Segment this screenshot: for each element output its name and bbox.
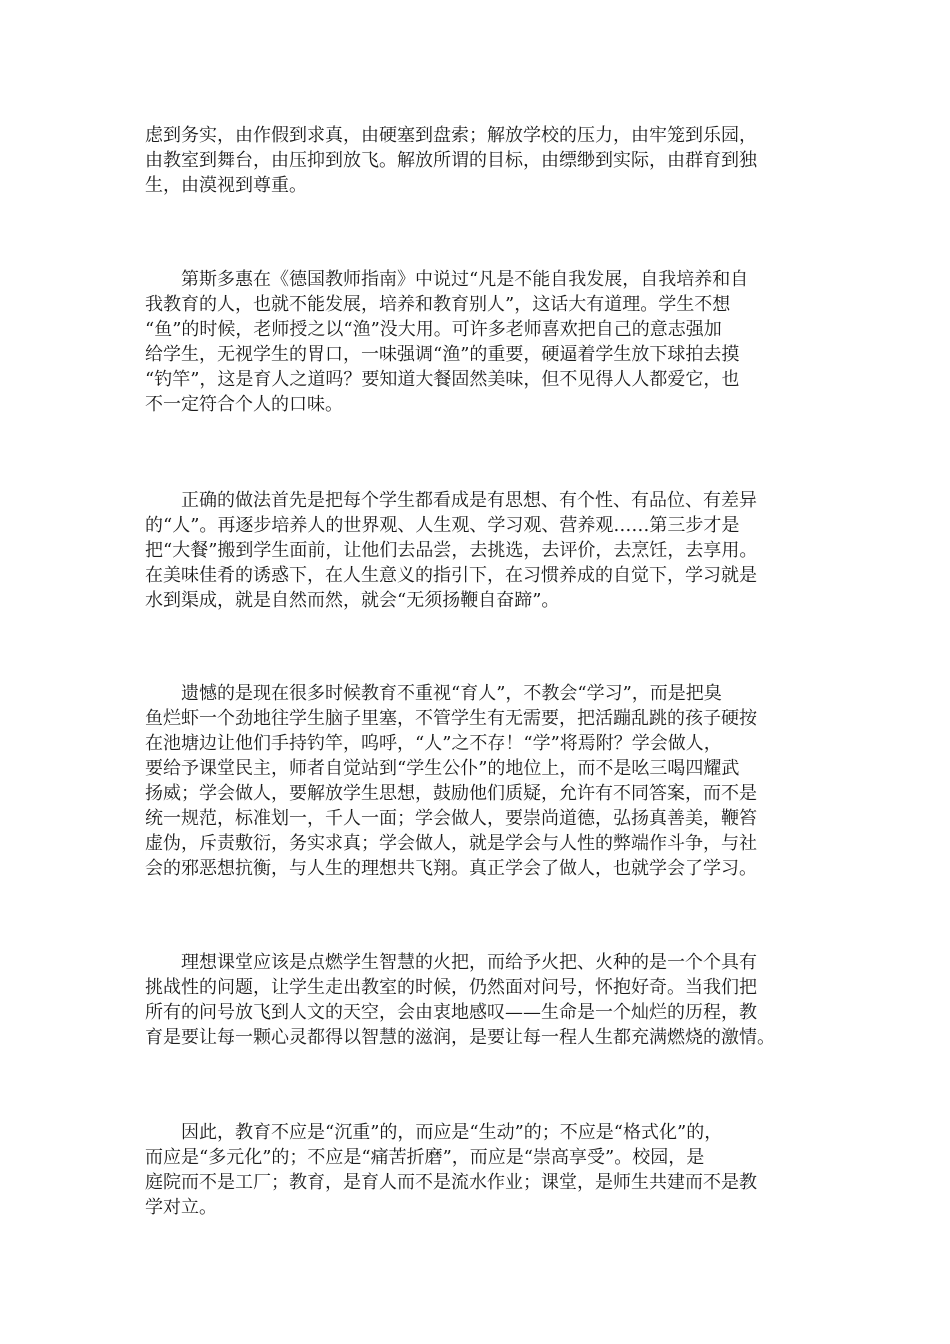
text-line: 庭院而不是工厂；教育，是育人而不是流水作业；课堂，是师生共建而不是教 <box>145 1172 757 1193</box>
text-line: 的“人”。再逐步培养人的世界观、人生观、学习观、营养观……第三步才是 <box>145 515 740 536</box>
text-line: 由教室到舞台，由压抑到放飞。解放所谓的目标，由缥缈到实际，由群育到独 <box>145 150 757 171</box>
text-line: 虑到务实，由作假到求真，由硬塞到盘索；解放学校的压力，由牢笼到乐园， <box>145 125 757 146</box>
text-line: 扬威；学会做人，要解放学生思想，鼓励他们质疑，允许有不同答案，而不是 <box>145 783 757 804</box>
text-line: 给学生，无视学生的胃口，一味强调“渔”的重要，硬逼着学生放下球拍去摸 <box>145 344 740 365</box>
paragraph-3 <box>145 488 813 613</box>
text-line: 理想课堂应该是点燃学生智慧的火把，而给予火把、火种的是一个个具有 <box>145 952 757 973</box>
text-line: 把“大餐”搬到学生面前，让他们去品尝，去挑选，去评价，去烹饪，去享用。 <box>145 540 758 561</box>
text-line: 学对立。 <box>145 1197 217 1218</box>
paragraph-1 <box>145 123 813 198</box>
text-line: “钓竿”，这是育人之道吗？要知道大餐固然美味，但不见得人人都爱它，也 <box>145 369 740 390</box>
text-line: 因此，教育不应是“沉重”的，而应是“生动”的；不应是“格式化”的， <box>145 1122 723 1143</box>
text-line: 鱼烂虾一个劲地往学生脑子里塞，不管学生有无需要，把活蹦乱跳的孩子硬按 <box>145 708 757 729</box>
text-line: 第斯多惠在《德国教师指南》中说过“凡是不能自我发展，自我培养和自 <box>145 269 749 290</box>
text-line: 水到渠成，就是自然而然，就会“无须扬鞭自奋蹄”。 <box>145 590 560 611</box>
paragraph-5 <box>145 950 813 1050</box>
text-line: 我教育的人，也就不能发展，培养和教育别人”，这话大有道理。学生不想 <box>145 294 731 315</box>
text-line: 遗憾的是现在很多时候教育不重视“育人”，不教会“学习”，而是把臭 <box>145 683 722 704</box>
text-line: 不一定符合个人的口味。 <box>145 394 343 415</box>
text-line: 挑战性的问题，让学生走出教室的时候，仍然面对问号，怀抱好奇。当我们把 <box>145 977 757 998</box>
paragraph-6 <box>145 1120 813 1220</box>
text-line: 统一规范，标准划一，千人一面；学会做人，要崇尚道德，弘扬真善美，鞭笞 <box>145 808 757 829</box>
paragraph-2 <box>145 267 813 417</box>
text-line: 正确的做法首先是把每个学生都看成是有思想、有个性、有品位、有差异 <box>145 490 757 511</box>
text-line: 所有的问号放飞到人文的天空，会由衷地感叹——生命是一个灿烂的历程，教 <box>145 1002 757 1023</box>
text-line: 生，由漠视到尊重。 <box>145 175 307 196</box>
text-line: 要给予课堂民主，师者自觉站到“学生公仆”的地位上，而不是吆三喝四耀武 <box>145 758 740 779</box>
text-line: 在池塘边让他们手持钓竿，呜呼，“人”之不存！“学”将焉附？学会做人， <box>145 733 722 754</box>
text-line: 会的邪恶想抗衡，与人生的理想共飞翔。真正学会了做人，也就学会了学习。 <box>145 858 757 879</box>
text-line: 虚伪，斥责敷衍，务实求真；学会做人，就是学会与人性的弊端作斗争，与社 <box>145 833 757 854</box>
text-line: 在美味佳肴的诱惑下，在人生意义的指引下，在习惯养成的自觉下，学习就是 <box>145 565 757 586</box>
text-line: 而应是“多元化”的；不应是“痛苦折磨”，而应是“崇高享受”。校园，是 <box>145 1147 705 1168</box>
text-line: “鱼”的时候，老师授之以“渔”没大用。可许多老师喜欢把自己的意志强加 <box>145 319 722 340</box>
paragraph-4 <box>145 681 813 881</box>
text-line: 育是要让每一颗心灵都得以智慧的滋润，是要让每一程人生都充满燃烧的激情。 <box>145 1027 775 1048</box>
